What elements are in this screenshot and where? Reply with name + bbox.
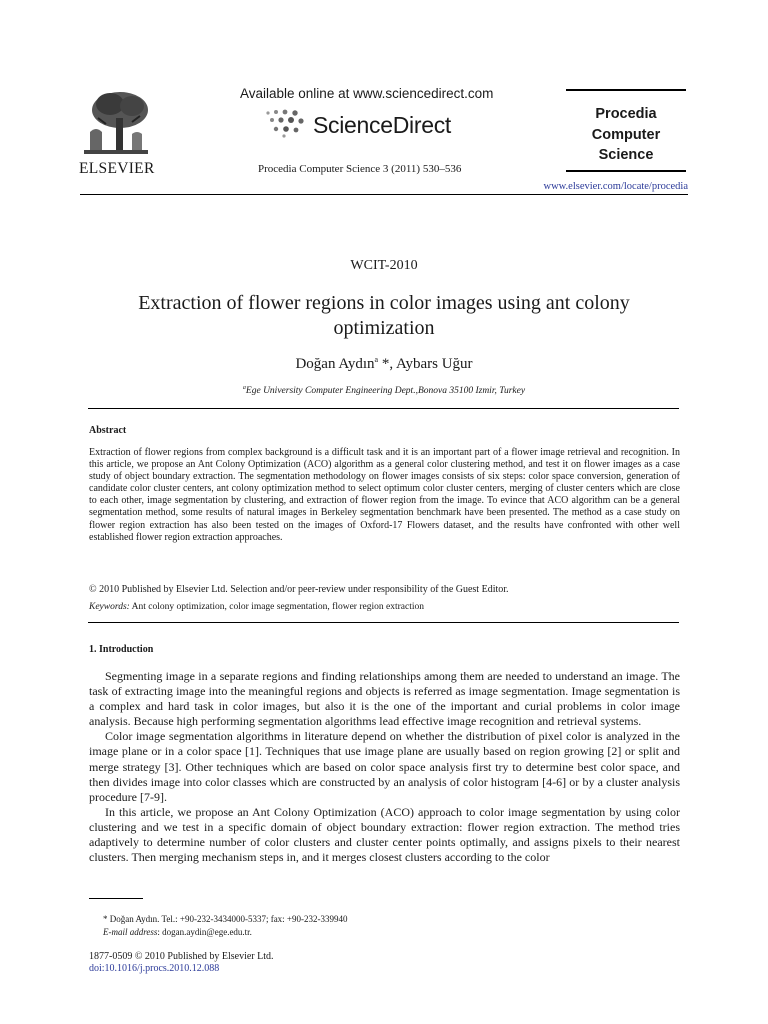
body-paragraph: Segmenting image in a separate regions and finding relationships among them are needed to understand an image. The task of extracting image into the meaningful regions and objects is referred as image segmentation. Image segmentation is a complex and hard task in color images, but also it is the one of the important and curial problems in color image analysis. Because high performing segmentation algorithms lead effective image recognition and retrieval systems. [89,669,680,729]
body-paragraph: Color image segmentation algorithms in literature depend on whether the distribution of pixel color is analyzed in the image plane or in a color space [1]. Techniques that use image plane are usually based on region growing [2] or split and merge strategy [3]. Other techniques which are based on color space analysis first try to determine best color space, and then divides image into color classes which are constructed by an analysis of color histogram [4-6] or by a cluster analysis procedure [7-9]. [89,729,680,804]
journal-title [566,91,686,166]
author-name: Aybars Uğur [396,356,473,372]
footnote-rule [89,898,143,899]
sciencedirect-logo-text: ScienceDirect [313,112,451,138]
keywords-text: Ant colony optimization, color image segmentation, flower region extraction [129,602,424,612]
introduction-body [89,669,680,865]
affiliation-text: Ege University Computer Engineering Dept.,Bonova 35100 Izmir, Turkey [245,386,526,397]
abstract-heading: Abstract [89,425,127,436]
journal-box-bottom-rule [566,170,686,172]
journal-title-line: Science [598,147,654,163]
affiliation [0,385,768,396]
keywords-line [89,602,424,612]
journal-title-line: Procedia [595,106,657,122]
footnote-contact: * Doğan Aydın. Tel.: +90-232-3434000-5337; fax: +90-232-339940 [103,914,348,924]
journal-title-box [566,89,686,172]
sciencedirect-dots-icon [262,108,308,138]
section-heading: 1. Introduction [89,644,154,655]
email-label: E-mail address [103,927,158,937]
affiliation-marker: a [374,355,379,364]
abstract-bottom-rule [88,622,679,623]
header-divider [80,194,688,195]
doi-link[interactable]: doi:10.1016/j.procs.2010.12.088 [89,963,220,974]
paper-title: Extraction of flower regions in color images using ant colony optimization [138,292,630,339]
abstract-text: Extraction of flower regions from complex background is a difficult task and it is an important part of a flower image retrieval and recognition. In this article, we propose an Ant Colony Optimization (ACO) algorithm as a general color clustering method, and test it on flower images as a case study of object boundary extraction. The segmentation methodology on flower images consists of six steps: color space conversion, generation of candidate color cluster centers, ant colony optimization method to select optimum color cluster centers, merging of cluster centers which are close to each other, image segmentation by clustering, and extraction of flower region from the image. To evince that ACO algorithm can be a general segmentation method, some results of natural images in Berkeley segmentation benchmark have been presented. The method as a case study on flower region extraction has also been tested on the images of Oxford-17 Flowers dataset, and the results have confronted with other well established flower region extraction approaches. [89,447,680,543]
abstract-top-rule [88,408,679,409]
journal-url-link[interactable]: www.elsevier.com/locate/procedia [543,181,688,192]
email-address: : dogan.aydin@ege.edu.tr. [157,927,252,937]
journal-reference: Procedia Computer Science 3 (2011) 530–536 [258,163,462,175]
corresponding-marker: *, [378,356,396,372]
copyright-line: © 2010 Published by Elsevier Ltd. Selection and/or peer-review under responsibility of the Guest Editor. [89,584,509,595]
issn-line: 1877-0509 © 2010 Published by Elsevier Ltd. [89,951,274,962]
author-list [0,355,768,373]
keywords-label: Keywords: [89,602,130,612]
author-name: Doğan Aydın [295,356,375,372]
footnote-email [103,927,252,937]
journal-title-line: Computer [591,126,661,143]
available-online-text: Available online at www.sciencedirect.com [240,86,494,101]
affiliation-marker: a [242,385,246,391]
body-paragraph: In this article, we propose an Ant Colony Optimization (ACO) approach to color image segmentation by using color clustering and we test in a specific domain of object boundary extraction: flower region extraction. The method tries adaptively to determine number of color clusters and cluster center points optimally, and assigns pixels to their nearest clusters. Then merging mechanism steps in, and it merges closest clusters according to the color [89,804,680,865]
elsevier-tree-logo [80,88,152,158]
conference-name: WCIT-2010 [350,258,418,273]
publisher-name: ELSEVIER [79,160,155,177]
